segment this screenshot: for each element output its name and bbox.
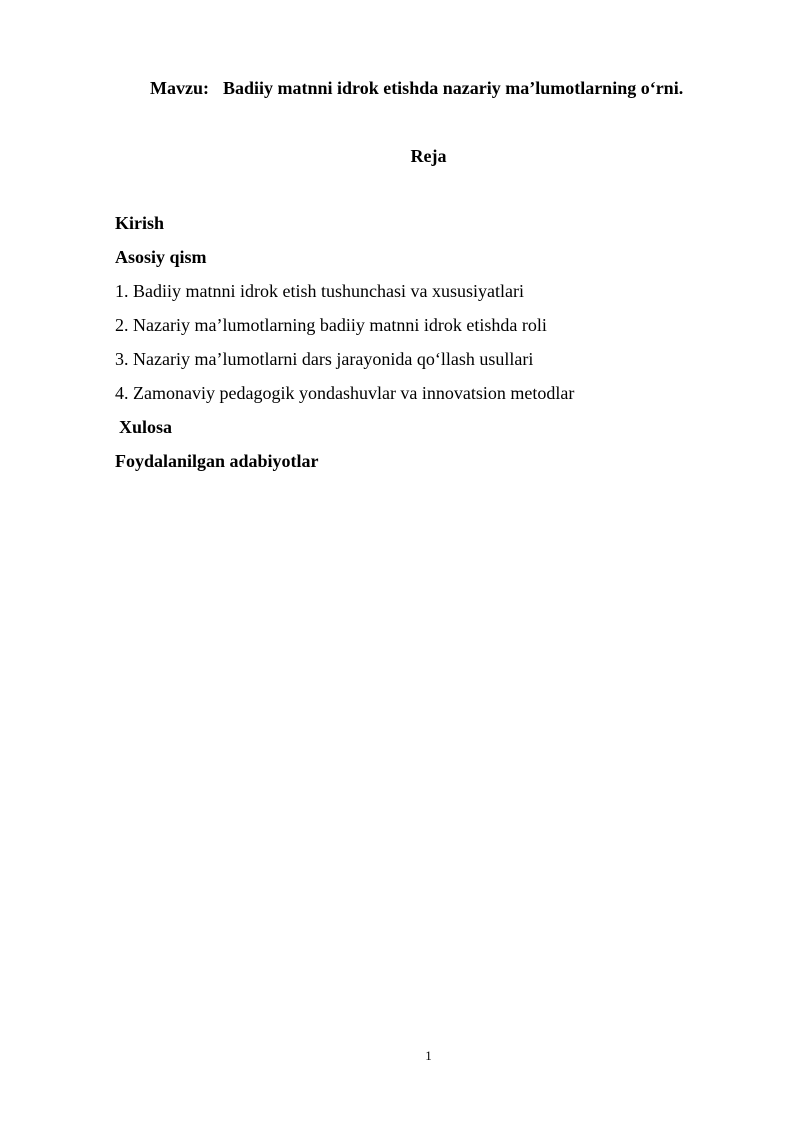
title-label: Mavzu: [150, 78, 209, 98]
outline-item-2: 2. Nazariy ma’lumotlarning badiiy matnni idrok etishda roli [115, 315, 547, 335]
outline-item-conclusion: Xulosa [119, 417, 173, 437]
plan-heading: Reja [410, 146, 447, 166]
outline-item-intro: Kirish [115, 213, 165, 233]
outline-item-references: Foydalanilgan adabiyotlar [115, 451, 319, 471]
outline-item-1: 1. Badiiy matnni idrok etish tushunchasi va xususiyatlari [115, 281, 524, 301]
outline-item-main-part: Asosiy qism [115, 247, 207, 267]
title-text: Badiiy matnni idrok etishda nazariy ma’lumotlarning o‘rni. [222, 78, 684, 98]
document-title [150, 77, 770, 99]
plan-outline [115, 212, 755, 484]
outline-item-3: 3. Nazariy ma’lumotlarni dars jarayonida qo‘llash usullari [115, 349, 534, 369]
outline-item-4: 4. Zamonaviy pedagogik yondashuvlar va innovatsion metodlar [115, 383, 575, 403]
page-number: 1 [425, 1048, 432, 1063]
